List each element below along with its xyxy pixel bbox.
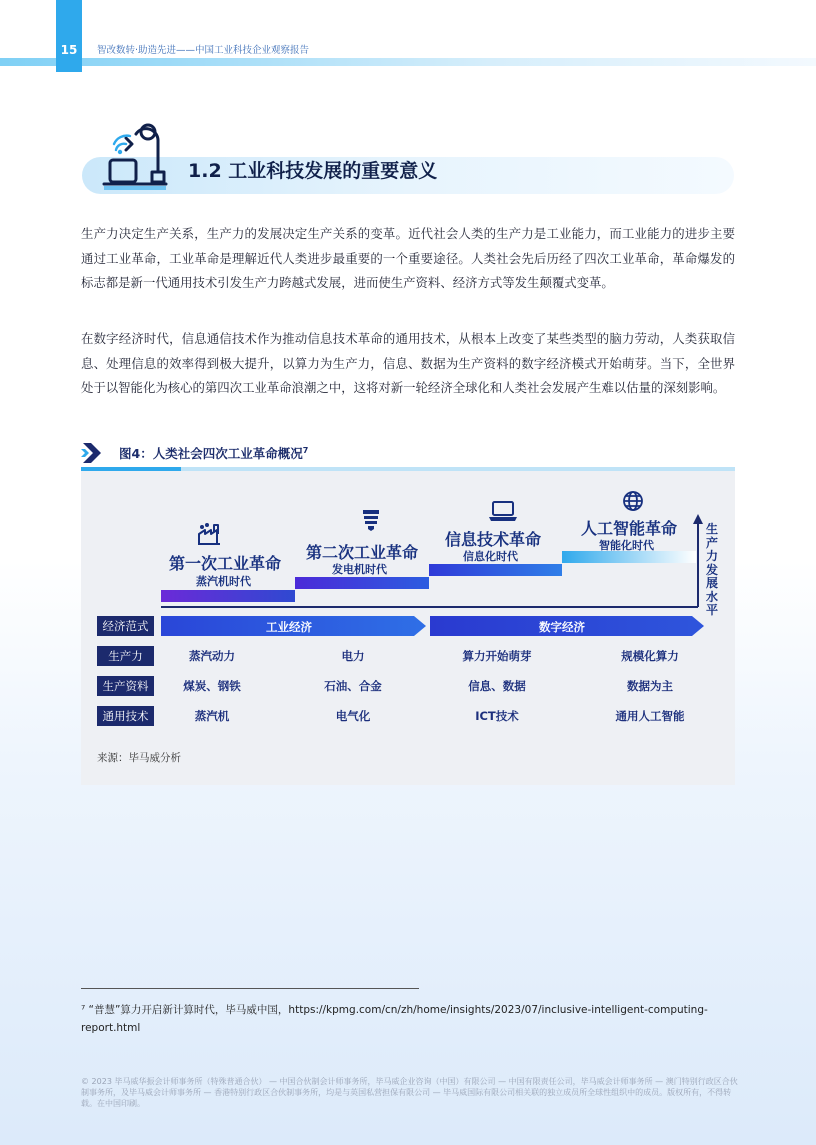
laptop-icon [488, 500, 518, 522]
stair-step-2 [295, 577, 429, 589]
table-cell: 蒸汽动力 [189, 649, 235, 663]
section-title: 1.2 工业科技发展的重要意义 [188, 160, 438, 182]
revolution-2-subtitle: 发电机时代 [332, 563, 387, 576]
body-paragraph-2: 在数字经济时代，信息通信技术作为推动信息技术革命的通用技术，从根本上改变了某些类型的脑力劳动，人类获取信息、处理信息的效率得到极大提升，以算力为生产力，信息、数据为生产资料的数字经济模式开始萌芽。当下，全世界处于以智能化为核心的第四次工业革命浪潮之中，这将对新一轮经济全球化和人类社会发展产生难以估量的深刻影响。 [81, 331, 735, 395]
table-cell: 通用人工智能 [615, 709, 685, 723]
table-cell: 电力 [341, 649, 365, 663]
table-cell: 规模化算力 [621, 649, 679, 663]
figure-title-note: 7 [302, 445, 309, 455]
y-axis-arrowhead [693, 514, 703, 524]
table-cell: 信息、数据 [468, 679, 526, 693]
footnote-rule [81, 988, 419, 989]
revolution-1-title: 第一次工业革命 [169, 554, 282, 573]
globe-icon [622, 490, 644, 512]
table-cell: 电气化 [335, 709, 371, 723]
body-paragraph-1: 生产力决定生产关系，生产力的发展决定生产关系的变革。近代社会人类的生产力是工业能力，而工业能力的进步主要通过工业革命，工业革命是理解近代人类进步最重要的一个重要途径。人类社会先后历经了四次工业革命，革命爆发的标志都是新一代通用技术引发生产力跨越式发展，进而使生产资料、经济方式等发生颠覆式变革。 [81, 226, 735, 290]
row-label-means-of-production: 生产资料 [97, 676, 154, 696]
table-cell: 蒸汽机 [194, 709, 230, 723]
row-label-general-technology: 通用技术 [97, 706, 154, 726]
running-title: 智改数转·助造先进——中国工业科技企业观察报告 [97, 45, 310, 56]
revolution-4-title: 人工智能革命 [581, 519, 678, 538]
page-number: 15 [60, 43, 78, 57]
figure-source: 来源：毕马威分析 [97, 752, 181, 764]
economy-digital-label: 数字经济 [539, 620, 585, 634]
copyright-notice: © 2023 毕马威华振会计师事务所（特殊普通合伙） — 中国合伙制会计师事务所，毕马威企业咨询（中国）有限公司 — 中国有限责任公司，毕马威会计师事务所 — 澳门特别行政区合伙制事务所，及毕马威会计师事务所 — 香港特别行政区合伙制事务所，均是与英国私营担保有限公司 — 毕马威国际有限公司相关联的独立成员所全球性组织中的成员。版权所有，不得转载。在中国印刷。 [81, 1077, 738, 1108]
lightbulb-icon [360, 508, 382, 532]
stair-step-3 [429, 564, 562, 576]
table-cell: 煤炭、钢铁 [183, 679, 241, 693]
revolution-4-subtitle: 智能化时代 [599, 539, 654, 552]
row-label-productivity: 生产力 [97, 646, 154, 666]
factory-icon [196, 522, 222, 546]
footnote: ⁷ “普慧”算力开启新计算时代，毕马威中国，https://kpmg.com/cn/zh/home/insights/2023/07/inclusive-intelligent-computing-report.html [81, 1004, 708, 1034]
y-axis-label: 生产力发展水平 [705, 522, 718, 617]
table-cell: 石油、合金 [324, 679, 382, 693]
revolution-2-title: 第二次工业革命 [306, 543, 419, 562]
revolution-3-title: 信息技术革命 [445, 530, 542, 549]
revolution-3-subtitle: 信息化时代 [463, 550, 518, 563]
revolution-1-subtitle: 蒸汽机时代 [196, 575, 251, 588]
table-cell: 数据为主 [627, 679, 673, 693]
table-cell: 算力开始萌芽 [462, 649, 532, 663]
stair-step-1 [161, 590, 295, 602]
row-label-economy: 经济范式 [97, 616, 154, 636]
table-cell: ICT技术 [475, 709, 519, 723]
figure-title-text: 图4：人类社会四次工业革命概况 [119, 446, 303, 461]
economy-industrial-label: 工业经济 [266, 620, 312, 634]
